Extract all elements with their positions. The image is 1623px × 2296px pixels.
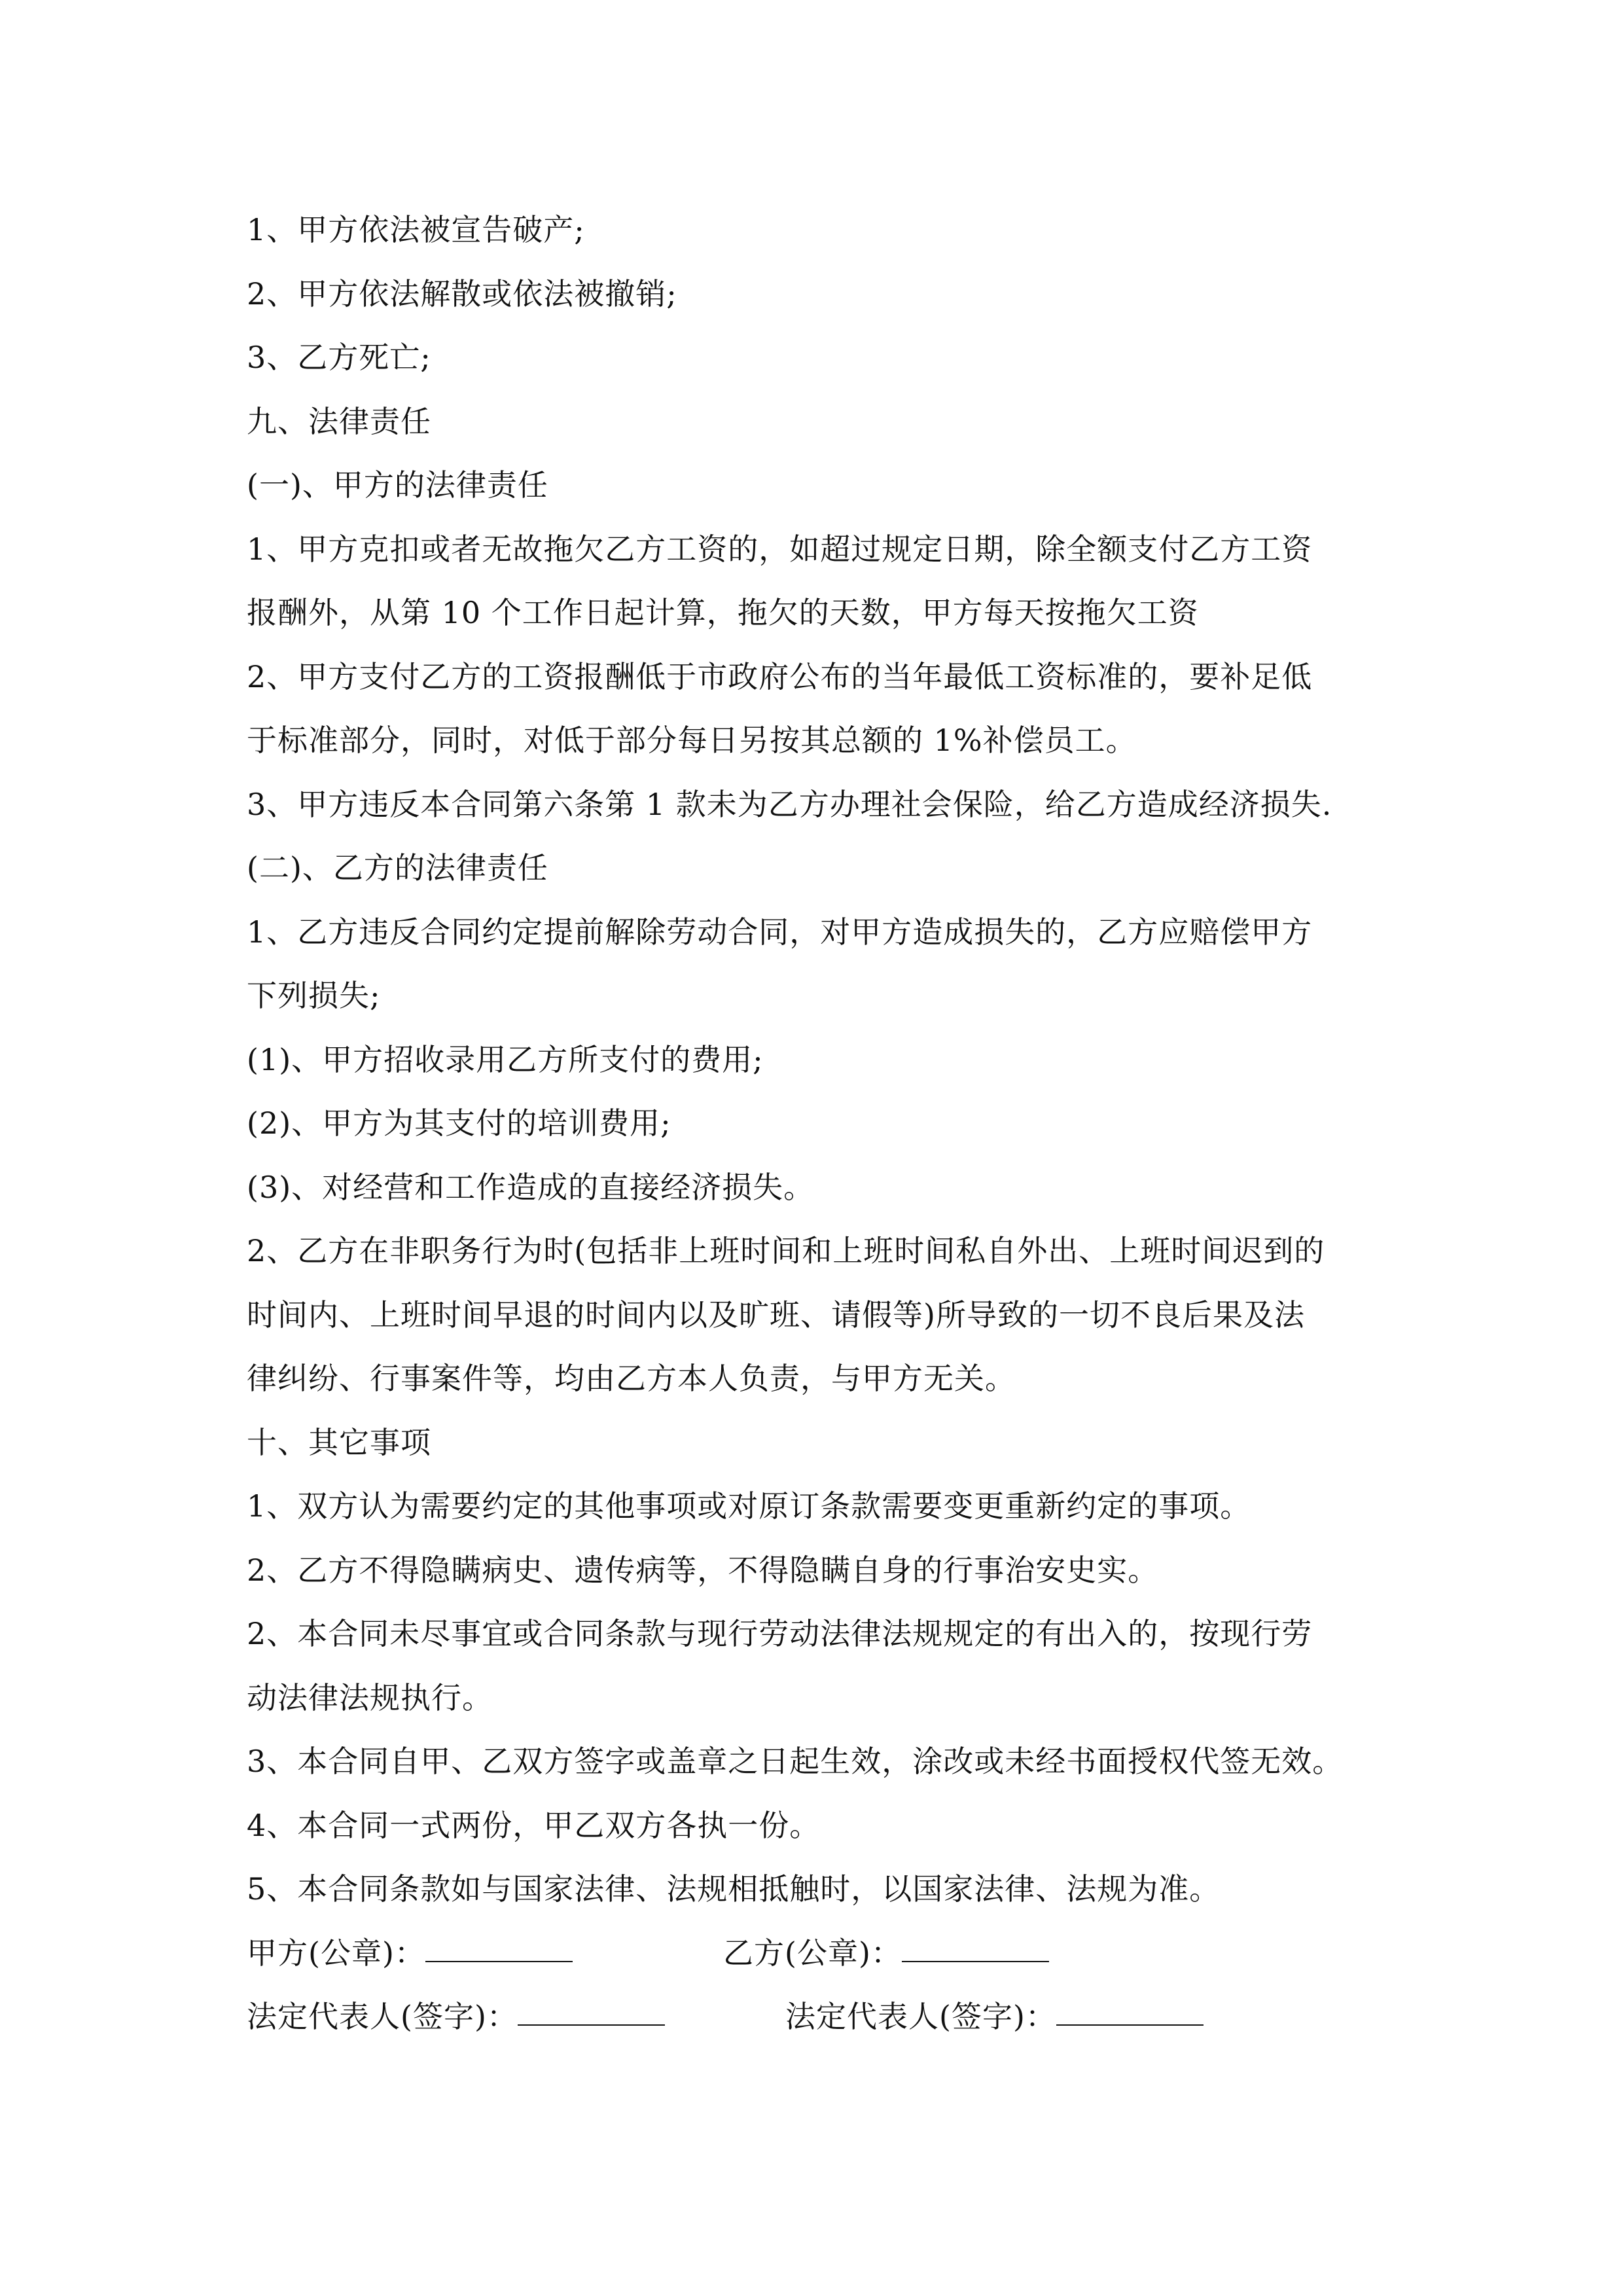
paragraph-line: 3、甲方违反本合同第六条第 1 款未为乙方办理社会保险，给乙方造成经济损失. xyxy=(247,786,1332,822)
party-b-rep-label: 法定代表人(签字)： xyxy=(785,1999,1056,2034)
party-a-rep-label: 法定代表人(签字)： xyxy=(247,1999,518,2034)
paragraph-line: 3、本合同自甲、乙双方签字或盖章之日起生效，涂改或未经书面授权代签无效。 xyxy=(247,1744,1344,1779)
paragraph-line: 下列损失; xyxy=(247,978,381,1013)
paragraph-line: 1、双方认为需要约定的其他事项或对原订条款需要变更重新约定的事项。 xyxy=(247,1488,1251,1524)
paragraph-line: 4、本合同一式两份，甲乙双方各执一份。 xyxy=(247,1807,821,1843)
party-b-representative xyxy=(785,1985,1204,2049)
paragraph-line: 5、本合同条款如与国家法律、法规相抵触时，以国家法律、法规为准。 xyxy=(247,1871,1221,1907)
paragraph-line: 律纠纷、行事案件等，均由乙方本人负责，与甲方无关。 xyxy=(247,1361,1016,1396)
party-a-seal-label: 甲方(公章)： xyxy=(247,1935,425,1971)
party-b-seal-label: 乙方(公章)： xyxy=(723,1935,902,1971)
paragraph-line: 2、甲方支付乙方的工资报酬低于市政府公布的当年最低工资标准的，要补足低 xyxy=(247,658,1313,694)
section-heading: 九、法律责任 xyxy=(247,403,431,439)
party-b-rep-blank[interactable] xyxy=(1056,1985,1204,2026)
paragraph-line: (3)、对经营和工作造成的直接经济损失。 xyxy=(247,1169,815,1205)
paragraph-line: 时间内、上班时间早退的时间内以及旷班、请假等)所导致的一切不良后果及法 xyxy=(247,1297,1305,1333)
paragraph-line: 于标准部分，同时，对低于部分每日另按其总额的 1%补偿员工。 xyxy=(247,723,1137,758)
paragraph-line: (1)、甲方招收录用乙方所支付的费用; xyxy=(247,1041,764,1077)
paragraph-line: 2、乙方不得隐瞒病史、遗传病等，不得隐瞒自身的行事治安史实。 xyxy=(247,1552,1159,1588)
party-a-seal xyxy=(247,1922,573,1986)
paragraph-line: 动法律法规执行。 xyxy=(247,1679,493,1715)
party-a-representative xyxy=(247,1985,665,2049)
paragraph-line: 1、甲方依法被宣告破产; xyxy=(247,212,585,247)
party-b-seal-blank[interactable] xyxy=(902,1922,1049,1962)
party-b-seal xyxy=(723,1922,1049,1986)
subsection-heading: (二)、乙方的法律责任 xyxy=(247,850,548,886)
paragraph-line: (2)、甲方为其支付的培训费用; xyxy=(247,1105,671,1141)
party-a-seal-blank[interactable] xyxy=(425,1922,573,1962)
paragraph-line: 2、乙方在非职务行为时(包括非上班时间和上班时间私自外出、上班时间迟到的 xyxy=(247,1233,1325,1268)
paragraph-line: 3、乙方死亡; xyxy=(247,340,431,375)
paragraph-line: 1、乙方违反合同约定提前解除劳动合同，对甲方造成损失的，乙方应赔偿甲方 xyxy=(247,914,1313,950)
subsection-heading: (一)、甲方的法律责任 xyxy=(247,467,548,503)
paragraph-line: 2、本合同未尽事宜或合同条款与现行劳动法律法规规定的有出入的，按现行劳 xyxy=(247,1616,1313,1651)
paragraph-line: 报酬外，从第 10 个工作日起计算，拖欠的天数，甲方每天按拖欠工资 xyxy=(247,595,1199,630)
paragraph-line: 2、甲方依法解散或依法被撤销; xyxy=(247,276,677,312)
section-heading: 十、其它事项 xyxy=(247,1424,431,1460)
representative-row xyxy=(247,1985,1425,2049)
contract-body xyxy=(247,198,1425,2049)
paragraph-line: 1、甲方克扣或者无故拖欠乙方工资的，如超过规定日期，除全额支付乙方工资 xyxy=(247,531,1313,567)
seal-row xyxy=(247,1922,1425,1986)
party-a-rep-blank[interactable] xyxy=(518,1985,665,2026)
